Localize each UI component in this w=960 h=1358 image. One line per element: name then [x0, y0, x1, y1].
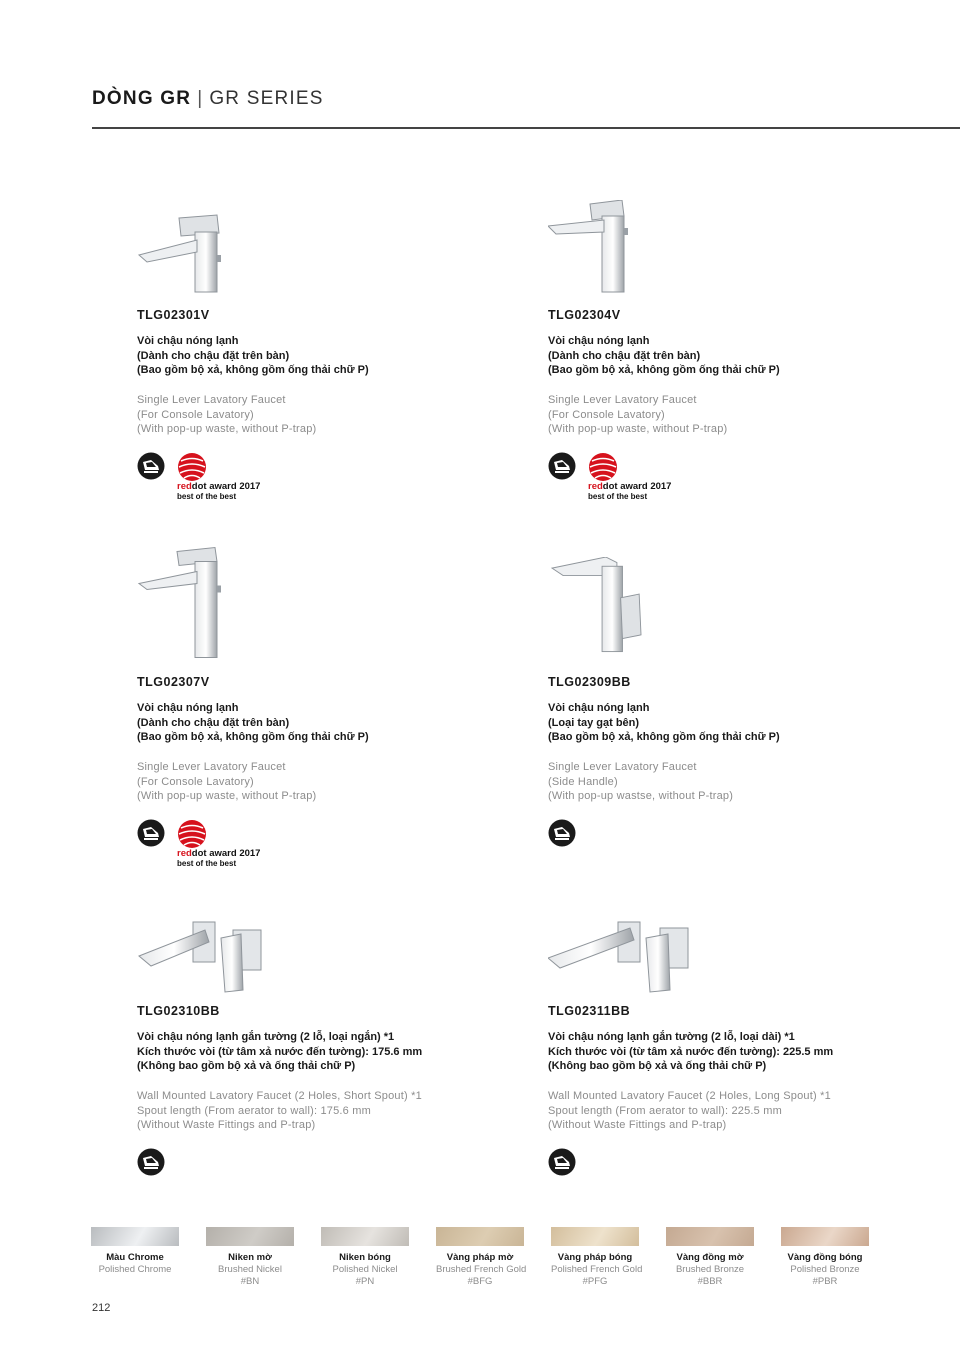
- award-year: award 2017: [206, 848, 261, 859]
- reddot-award-badge: [177, 819, 277, 875]
- finish-code: #BBR: [697, 1276, 723, 1287]
- finish-code: #PFG: [582, 1276, 608, 1287]
- finish-code: #PN: [355, 1276, 375, 1287]
- description-en-line: (Without Waste Fittings and P-trap): [548, 1119, 727, 1132]
- finish-name-vi: Vàng pháp mờ: [446, 1252, 514, 1263]
- description-vi-line: (Không bao gồm bộ xả và ống thải chữ P): [137, 1060, 356, 1073]
- series-title-en: GR SERIES: [209, 88, 324, 109]
- product-code: TLG02309BB: [548, 675, 631, 689]
- page-number: 212: [92, 1302, 111, 1314]
- reddot-award-text: [177, 849, 260, 869]
- description-en-line: (Side Handle): [548, 775, 618, 788]
- description-en-line: Single Lever Lavatory Faucet: [137, 761, 286, 773]
- eco-cartridge-icon: [137, 452, 165, 480]
- faucet-console-mid-icon: [548, 200, 658, 310]
- feature-icons: [137, 819, 337, 869]
- reddot-logo-icon: [177, 819, 207, 849]
- description-vi-line: Vòi chậu nóng lạnh gắn tường (2 lỗ, loại ngắn) *1: [137, 1031, 395, 1043]
- finish-swatch: [206, 1227, 294, 1287]
- award-brand-dot: dot: [191, 481, 207, 492]
- faucet-console-short-icon: [137, 200, 247, 310]
- finish-swatch: [91, 1227, 179, 1276]
- finish-color-bar: [321, 1227, 409, 1246]
- reddot-award-text: [588, 482, 671, 502]
- description-en-line: (Without Waste Fittings and P-trap): [137, 1119, 316, 1132]
- description-en-line: (For Console Lavatory): [137, 408, 254, 421]
- description-vi-line: (Dành cho chậu đặt trên bàn): [137, 716, 290, 729]
- award-brand-dot: dot: [191, 848, 207, 859]
- description-vi-line: Kích thước vòi (từ tâm xả nước đến tường): 225.5 mm: [548, 1045, 834, 1058]
- feature-icons: [137, 1148, 337, 1198]
- finish-color-bar: [666, 1227, 754, 1246]
- reddot-award-text: [177, 482, 260, 502]
- finish-swatch: [666, 1227, 754, 1287]
- description-en-line: Single Lever Lavatory Faucet: [548, 394, 697, 406]
- description-en-line: Single Lever Lavatory Faucet: [137, 394, 286, 406]
- finish-code: #BN: [240, 1276, 260, 1287]
- finish-swatch: [781, 1227, 869, 1287]
- description-en-line: Single Lever Lavatory Faucet: [548, 761, 697, 773]
- eco-cartridge-icon: [137, 819, 165, 847]
- finish-name-en: Brushed Nickel: [218, 1264, 282, 1275]
- feature-icons: [548, 819, 748, 869]
- finish-color-bar: [91, 1227, 179, 1246]
- finish-color-bar: [781, 1227, 869, 1246]
- description-vi-line: (Dành cho chậu đặt trên bàn): [548, 349, 701, 362]
- description-vi-line: Vòi chậu nóng lạnh: [137, 702, 239, 714]
- product-code: TLG02311BB: [548, 1004, 631, 1018]
- faucet-wall-long-icon: [548, 916, 693, 996]
- description-en-line: Wall Mounted Lavatory Faucet (2 Holes, Short Spout) *1: [137, 1090, 422, 1102]
- product-code: TLG02307V: [137, 675, 210, 689]
- eco-cartridge-icon: [548, 819, 576, 847]
- description-vi-line: Vòi chậu nóng lạnh: [137, 335, 239, 347]
- finish-name-vi: Vàng pháp bóng: [557, 1252, 633, 1263]
- reddot-logo-icon: [588, 452, 618, 482]
- finish-name-en: Polished Nickel: [332, 1264, 398, 1275]
- description-vi-line: (Không bao gồm bộ xả và ống thải chữ P): [548, 1060, 767, 1073]
- award-brand-red: red: [177, 848, 192, 859]
- description-en-line: (For Console Lavatory): [137, 775, 254, 788]
- finish-color-bar: [206, 1227, 294, 1246]
- finish-swatch: [321, 1227, 409, 1287]
- award-subtitle: best of the best: [177, 859, 237, 868]
- finish-name-vi: Màu Chrome: [106, 1252, 164, 1263]
- finish-color-bar: [436, 1227, 524, 1246]
- description-vi-line: (Bao gồm bộ xả, không gồm ống thải chữ P): [548, 364, 780, 377]
- award-year: award 2017: [206, 481, 261, 492]
- product-code: TLG02310BB: [137, 1004, 220, 1018]
- feature-icons: [548, 452, 748, 502]
- description-vi-line: Vòi chậu nóng lạnh: [548, 702, 650, 714]
- description-en-line: (For Console Lavatory): [548, 408, 665, 421]
- product-code: TLG02304V: [548, 308, 621, 322]
- finish-name-en: Polished Bronze: [790, 1264, 860, 1275]
- product-code: TLG02301V: [137, 308, 210, 322]
- description-en-line: (With pop-up wastse, without P-trap): [548, 790, 734, 803]
- header-rule: [92, 127, 960, 129]
- description-en-line: (With pop-up waste, without P-trap): [548, 423, 728, 436]
- finish-swatch: [436, 1227, 527, 1287]
- award-subtitle: best of the best: [177, 492, 237, 501]
- feature-icons: [137, 452, 337, 502]
- description-vi-line: (Loại tay gạt bên): [548, 716, 640, 729]
- page-header: [92, 88, 324, 110]
- description-vi-line: (Bao gồm bộ xả, không gồm ống thải chữ P): [548, 731, 780, 744]
- reddot-award-badge: [177, 452, 277, 508]
- description-en-line: (With pop-up waste, without P-trap): [137, 423, 317, 436]
- eco-cartridge-icon: [548, 1148, 576, 1176]
- award-subtitle: best of the best: [588, 492, 648, 501]
- finish-swatch: [551, 1227, 643, 1287]
- finish-name-en: Brushed French Gold: [436, 1264, 527, 1275]
- faucet-console-tall-icon: [137, 545, 247, 660]
- finish-name-en: Brushed Bronze: [675, 1264, 745, 1275]
- description-en-line: Wall Mounted Lavatory Faucet (2 Holes, Long Spout) *1: [548, 1090, 831, 1102]
- finish-name-en: Polished French Gold: [551, 1264, 643, 1275]
- description-vi-line: Kích thước vòi (từ tâm xả nước đến tường): 175.6 mm: [137, 1045, 423, 1058]
- finish-name-en: Polished Chrome: [98, 1264, 172, 1275]
- award-brand-red: red: [588, 481, 603, 492]
- finish-name-vi: Vàng đồng mờ: [676, 1252, 744, 1263]
- description-en-line: Spout length (From aerator to wall): 225.5 mm: [548, 1104, 782, 1117]
- award-brand-red: red: [177, 481, 192, 492]
- eco-cartridge-icon: [137, 1148, 165, 1176]
- series-title-vi: DÒNG GR: [92, 88, 192, 109]
- award-year: award 2017: [617, 481, 672, 492]
- eco-cartridge-icon: [548, 452, 576, 480]
- description-vi-line: Vòi chậu nóng lạnh gắn tường (2 lỗ, loại dài) *1: [548, 1031, 795, 1043]
- description-vi-line: (Bao gồm bộ xả, không gồm ống thải chữ P): [137, 731, 369, 744]
- description-vi-line: (Bao gồm bộ xả, không gồm ống thải chữ P): [137, 364, 369, 377]
- title-separator: |: [197, 88, 204, 109]
- faucet-wall-short-icon: [137, 916, 267, 996]
- finish-swatches: [91, 1227, 891, 1297]
- reddot-logo-icon: [177, 452, 207, 482]
- description-en-line: (With pop-up waste, without P-trap): [137, 790, 317, 803]
- description-vi-line: Vòi chậu nóng lạnh: [548, 335, 650, 347]
- faucet-side-handle-icon: [548, 557, 658, 659]
- award-brand-dot: dot: [602, 481, 618, 492]
- description-en-line: Spout length (From aerator to wall): 175.6 mm: [137, 1104, 371, 1117]
- reddot-award-badge: [588, 452, 688, 508]
- finish-color-bar: [551, 1227, 639, 1246]
- finish-code: #PBR: [812, 1276, 838, 1287]
- finish-name-vi: Vàng đồng bóng: [787, 1252, 863, 1263]
- finish-name-vi: Niken bóng: [339, 1252, 391, 1263]
- finish-name-vi: Niken mờ: [228, 1252, 272, 1263]
- finish-code: #BFG: [467, 1276, 493, 1287]
- feature-icons: [548, 1148, 748, 1198]
- description-vi-line: (Dành cho chậu đặt trên bàn): [137, 349, 290, 362]
